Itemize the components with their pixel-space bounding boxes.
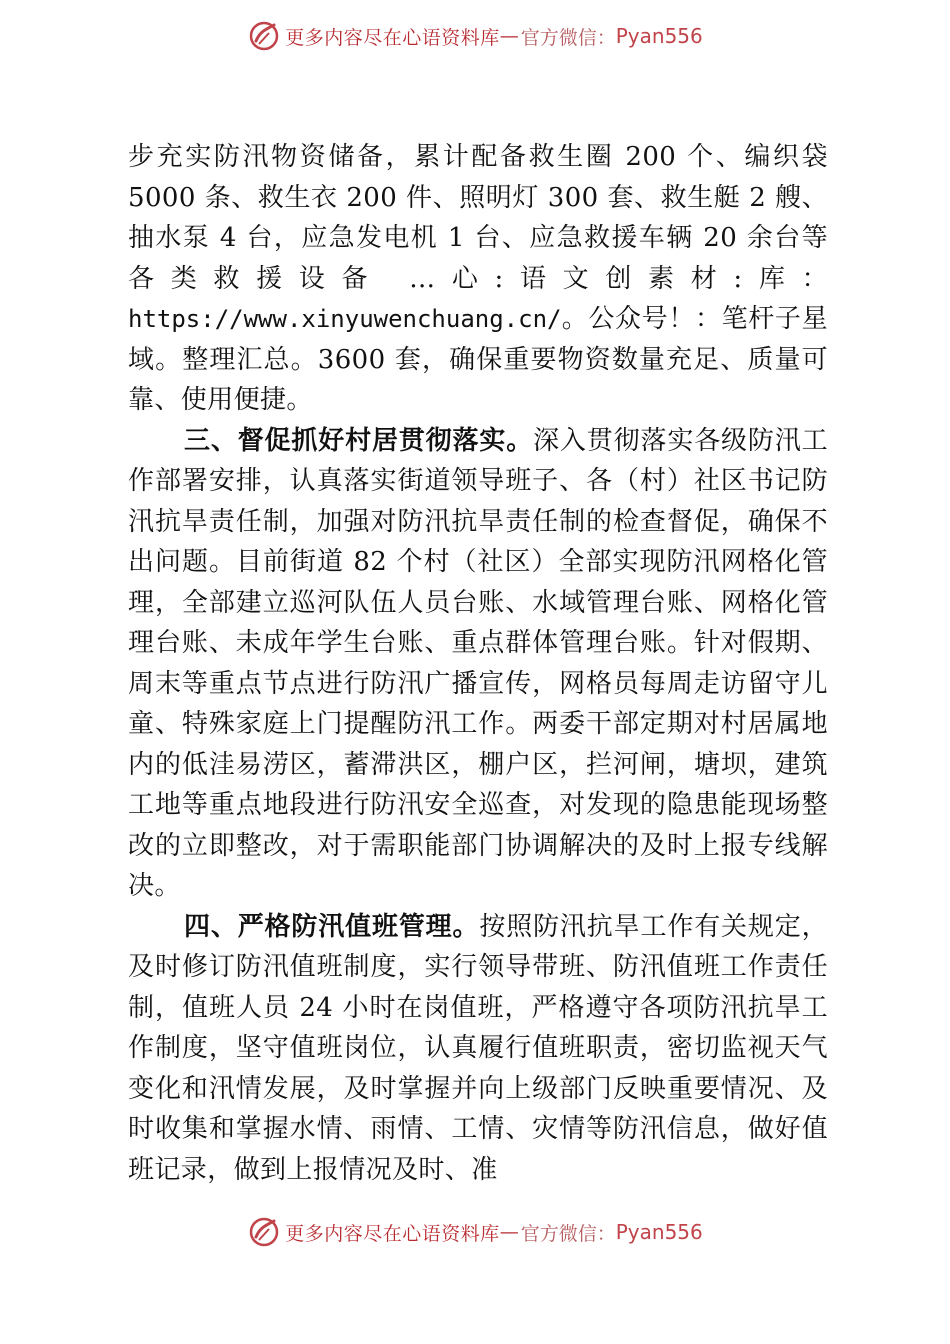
- footer-separator: —: [499, 1221, 519, 1243]
- paragraph-2: [128, 421, 828, 907]
- header-separator: —: [499, 25, 519, 47]
- header-banner: [0, 16, 950, 56]
- header-banner-text: 更多内容尽在心语资料库: [285, 26, 500, 49]
- source-url: https://www.xinyuwenchuang.cn/: [128, 305, 562, 333]
- paragraph-3: [128, 907, 828, 1191]
- brand-logo-icon: [247, 19, 281, 53]
- brand-logo-icon: [247, 1215, 281, 1249]
- footer-wechat-handle: Pyan556: [615, 1220, 703, 1244]
- section-heading-4: 四、严格防汛值班管理。: [184, 911, 480, 942]
- paragraph-2-text: 深入贯彻落实各级防汛工作部署安排，认真落实街道领导班子、各（村）社区书记防汛抗旱责任制，加强对防汛抗旱责任制的检查督促，确保不出问题。目前街道 82 个村（社区）全部实现防汛网格化管理，全部建立巡河队伍人员台账、水域管理台账、网格化管理台账、未成年学生台账、重点群体管理台账。针对假期、周末等重点节点进行防汛广播宣传，网格员每周走访留守儿童、特殊家庭上门提醒防汛工作。两委干部定期对村居属地内的低洼易涝区，蓄滞洪区，棚户区，拦河闸，塘坝，建筑工地等重点地段进行防汛安全巡查，对发现的隐患能现场整改的立即整改，对于需职能部门协调解决的及时上报专线解决。: [128, 425, 828, 901]
- footer-wechat-label: 官方微信：: [520, 1222, 616, 1245]
- footer-banner-text: 更多内容尽在心语资料库: [285, 1222, 500, 1245]
- header-wechat-handle: Pyan556: [615, 24, 703, 48]
- document-body: [128, 137, 828, 1190]
- paragraph-1: [128, 137, 828, 421]
- paragraph-1-text-a: 步充实防汛物资储备，累计配备救生圈 200 个、编织袋 5000 条、救生衣 200 件、照明灯 300 套、救生艇 2 艘、抽水泵 4 台，应急发电机 1 台、应急救援车辆 20 余台等各类救援设备 …心:语文创素材:库：: [128, 142, 828, 294]
- footer-banner: [0, 1212, 950, 1252]
- paragraph-1-text-b: 。公众号！：笔杆子星域。整理汇总。3600 套，确保重要物资数量充足、质量可靠、使用便捷。: [128, 304, 828, 415]
- paragraph-3-text: 按照防汛抗旱工作有关规定，及时修订防汛值班制度，实行领导带班、防汛值班工作责任制，值班人员 24 小时在岗值班，严格遵守各项防汛抗旱工作制度，坚守值班岗位，认真履行值班职责，密切监视天气变化和汛情发展，及时掌握并向上级部门反映重要情况、及时收集和掌握水情、雨情、工情、灾情等防汛信息，做好值班记录，做到上报情况及时、准: [128, 911, 828, 1185]
- section-heading-3: 三、督促抓好村居贯彻落实。: [184, 425, 534, 456]
- header-wechat-label: 官方微信：: [520, 26, 616, 49]
